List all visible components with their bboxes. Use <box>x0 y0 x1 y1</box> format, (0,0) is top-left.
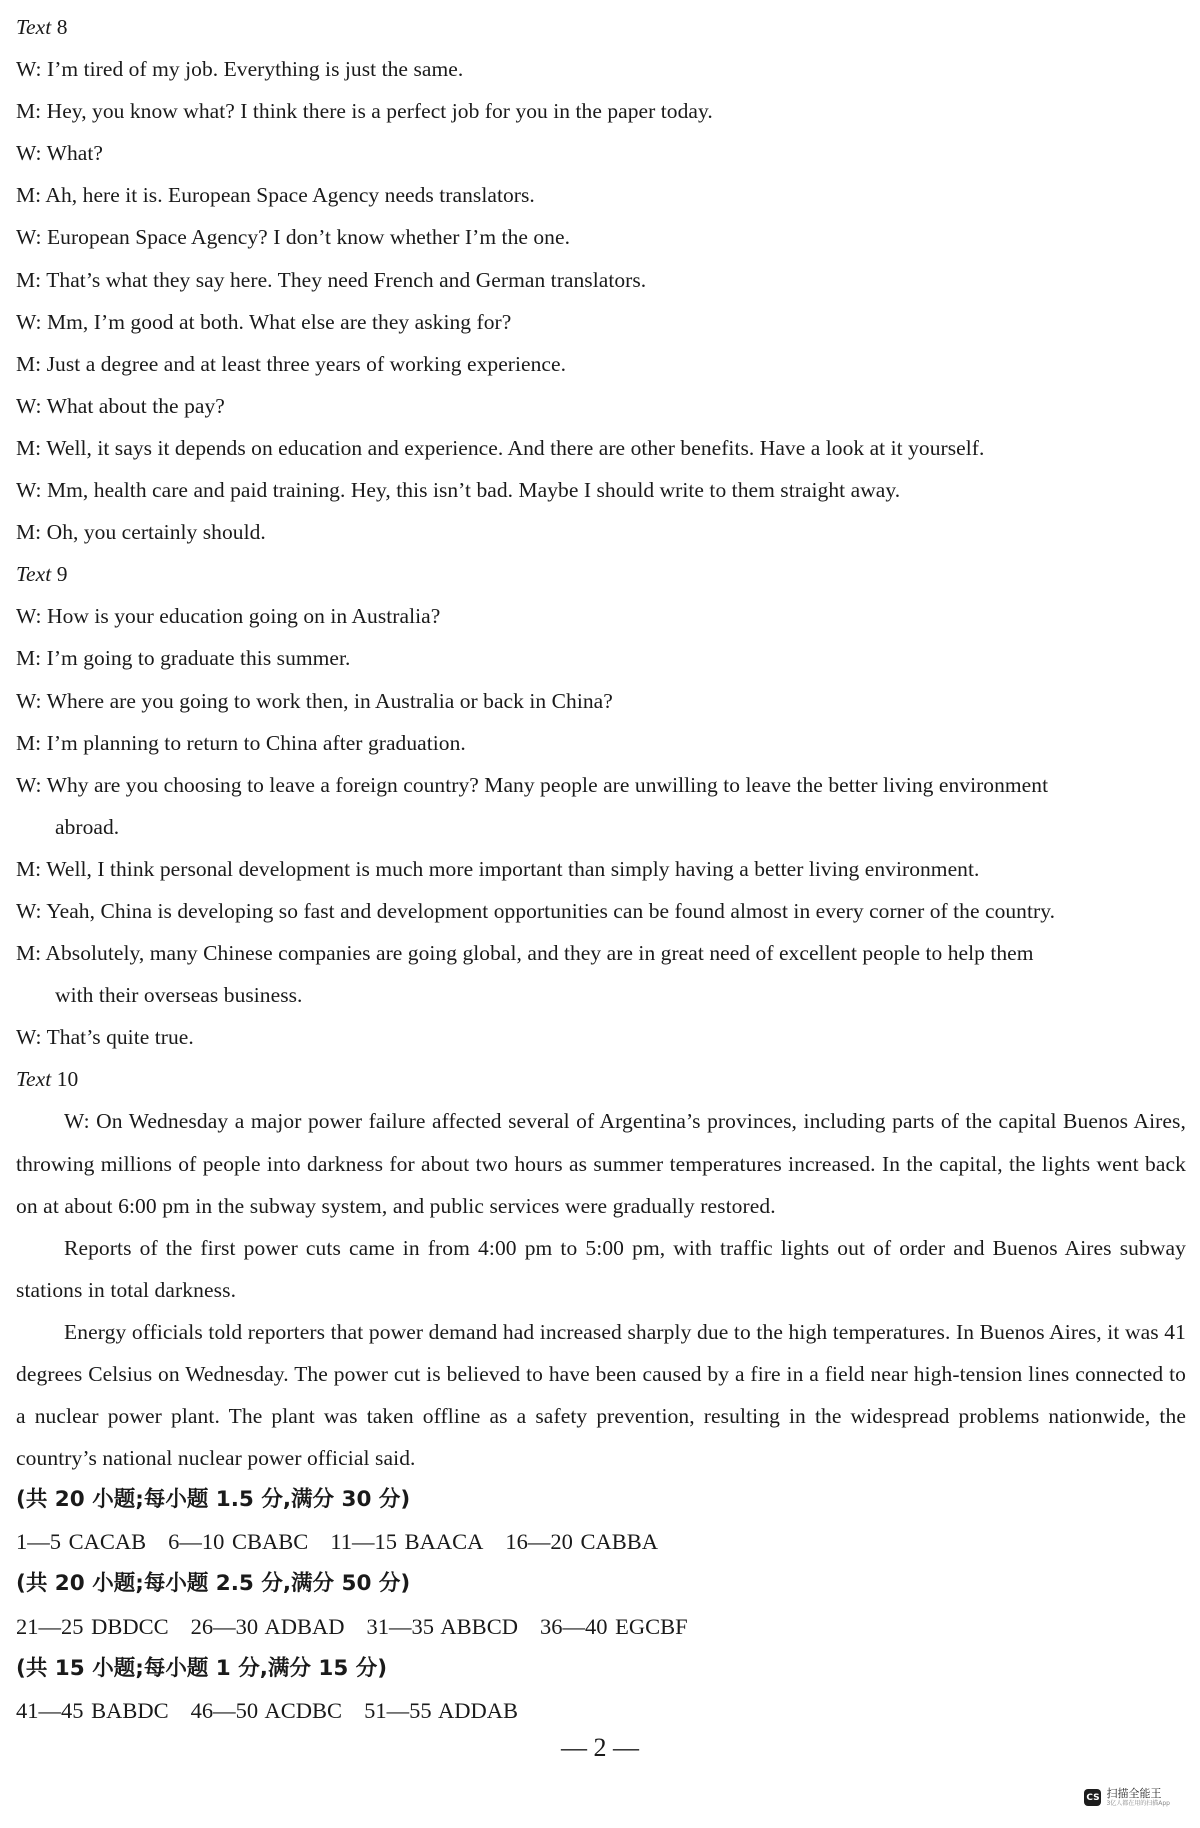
section-2-answers <box>16 1606 1186 1648</box>
page-number: — 2 — <box>561 1733 639 1762</box>
answer-group: 1—5 CACAB <box>16 1529 147 1555</box>
text10-paragraph-3: Energy officials told reporters that power demand had increased sharply due to the high temperatures. In Buenos Aires, it was 41 degrees Celsius on Wednesday. The power cut is believed to have been caused by a fire in a field near high-tension lines connected to a nuclear power plant. The plant was taken offline as a safety prevention, resulting in the widespread problems nationwide, the country’s national nuclear power official said. <box>16 1319 1186 1471</box>
text9-line-7: W: Yeah, China is developing so fast and development opportunities can be found almost in every corner of the country. <box>16 898 1056 923</box>
text9-heading-word: Text <box>16 562 52 587</box>
text10-heading-number: 10 <box>56 1067 79 1092</box>
text8-line-12: M: Oh, you certainly should. <box>16 520 266 545</box>
section-1-title: (共 20 小题;每小题 1.5 分,满分 30 分) <box>16 1487 411 1513</box>
camscanner-logo-icon: CS <box>1084 1789 1101 1806</box>
text10-paragraph-1: W: On Wednesday a major power failure affected several of Argentina’s provinces, including parts of the capital Buenos Aires, throwing millions of people into darkness for about two hours as summer temperatures increased. In the capital, the lights went back on at about 6:00 pm in the subway system, and public services were gradually restored. <box>16 1109 1186 1218</box>
answer-group: 46—50 ACDBC <box>190 1697 343 1723</box>
text9-line-8a: M: Absolutely, many Chinese companies are going global, and they are in great need of excellent people to help them <box>16 941 1034 966</box>
text9-line-1: W: How is your education going on in Australia? <box>16 604 441 629</box>
text8-line-7: W: Mm, I’m good at both. What else are they asking for? <box>16 309 512 334</box>
answer-group: 36—40 EGCBF <box>539 1613 688 1639</box>
text9-line-2: M: I’m going to graduate this summer. <box>16 646 351 671</box>
answer-group: 51—55 ADDAB <box>364 1697 518 1723</box>
text9-line-9: W: That’s quite true. <box>16 1025 194 1050</box>
text8-line-3: W: What? <box>16 141 103 166</box>
watermark-subtitle: 3亿人都在用的扫描App <box>1106 1800 1170 1807</box>
answer-group: 26—30 ADBAD <box>190 1613 345 1639</box>
text8-line-4: M: Ah, here it is. European Space Agency needs translators. <box>16 183 535 208</box>
answer-group: 6—10 CBABC <box>168 1529 309 1555</box>
section-3-answers <box>16 1690 1186 1732</box>
text8-line-6: M: That’s what they say here. They need French and German translators. <box>16 267 647 292</box>
page-content <box>16 6 1186 1732</box>
section-3-title: (共 15 小题;每小题 1 分,满分 15 分) <box>16 1655 388 1681</box>
text9-heading-number: 9 <box>56 562 68 587</box>
answer-group: 41—45 BABDC <box>16 1697 169 1723</box>
text8-heading-word: Text <box>16 15 52 39</box>
text8-line-8: M: Just a degree and at least three years of working experience. <box>16 351 567 376</box>
watermark-text <box>1106 1788 1170 1807</box>
text8-heading <box>16 6 1186 48</box>
text10-paragraph-2: Reports of the first power cuts came in from 4:00 pm to 5:00 pm, with traffic lights out of order and Buenos Aires subway stations in total darkness. <box>16 1235 1186 1302</box>
text8-line-2: M: Hey, you know what? I think there is a perfect job for you in the paper today. <box>16 99 713 124</box>
section-2-title: (共 20 小题;每小题 2.5 分,满分 50 分) <box>16 1571 411 1597</box>
answer-group: 21—25 DBDCC <box>16 1613 169 1639</box>
text8-line-5: W: European Space Agency? I don’t know whether I’m the one. <box>16 225 571 250</box>
text8-line-10: M: Well, it says it depends on education and experience. And there are other benefits. Have a look at it yourself. <box>16 435 985 460</box>
text8-line-9: W: What about the pay? <box>16 393 225 418</box>
answer-group: 16—20 CABBA <box>505 1529 659 1555</box>
answer-group: 31—35 ABBCD <box>366 1613 518 1639</box>
section-1-answers <box>16 1521 1186 1563</box>
answer-group: 11—15 BAACA <box>330 1529 484 1555</box>
text9-heading <box>16 553 1186 595</box>
text9-line-3: W: Where are you going to work then, in Australia or back in China? <box>16 688 613 713</box>
text9-line-4: M: I’m planning to return to China after graduation. <box>16 730 466 755</box>
text8-line-1: W: I’m tired of my job. Everything is just the same. <box>16 57 464 82</box>
text9-line-6: M: Well, I think personal development is much more important than simply having a better living environment. <box>16 856 980 881</box>
text10-heading <box>16 1058 1186 1100</box>
scanner-watermark <box>1084 1788 1170 1807</box>
text10-heading-word: Text <box>16 1067 52 1092</box>
text8-line-11: W: Mm, health care and paid training. Hey, this isn’t bad. Maybe I should write to them straight away. <box>16 478 901 503</box>
text9-line-5b: abroad. <box>55 814 120 839</box>
text9-line-8b: with their overseas business. <box>55 983 303 1008</box>
text9-line-5a: W: Why are you choosing to leave a foreign country? Many people are unwilling to leave the better living environment <box>16 772 1049 797</box>
watermark-title: 扫描全能王 <box>1106 1787 1162 1800</box>
text8-heading-number: 8 <box>56 15 68 39</box>
